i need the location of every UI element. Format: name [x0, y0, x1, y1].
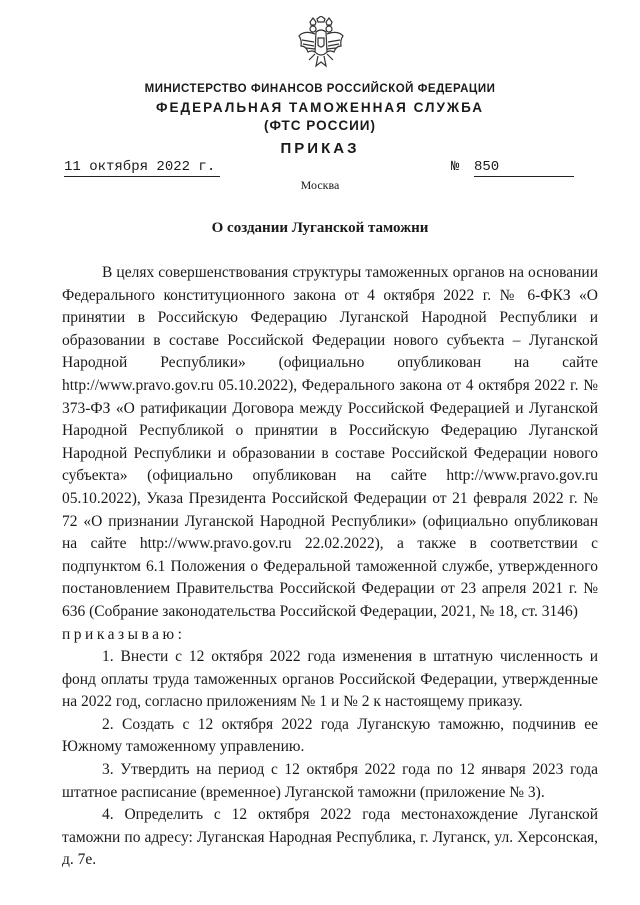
document-body — [62, 262, 598, 872]
preamble-paragraph: В целях совершенствования структуры таможенных органов на основании Федерального конституционного закона от 4 октября 2022 г. № 6-ФКЗ «О принятии в Российскую Федерацию Луганской Народной Республики и образовании в составе Российской Федерации нового субъекта – Луганской Народной Республики» (официально опубликован на сайте http://www.pravo.gov.ru 05.10.2022), Федерального закона от 4 октября 2022 г. № 373-ФЗ «О ратификации Договора между Российской Федерацией и Луганской Народной Республикой о принятии в Российскую Федерацию Луганской Народной Республики и образовании в составе Российской Федерации нового субъекта» (официально опубликован на сайте http://www.pravo.gov.ru 05.10.2022), Указа Президента Российской Федерации от 21 февраля 2022 г. № 72 «О признании Луганской Народной Республики» (официально опубликован на сайте http://www.pravo.gov.ru 22.02.2022), а также в соответствии с подпунктом 6.1 Положения о Федеральной таможенной службе, утвержденного постановлением Правительства Российской Федерации от 23 апреля 2021 г. № 636 (Собрание законодательства Российской Федерации, 2021, № 18, ст. 3146) — [62, 264, 598, 620]
order-city: Москва — [300, 178, 340, 192]
ministry-name: МИНИСТЕРСТВО ФИНАНСОВ РОССИЙСКОЙ ФЕДЕРАЦИИ — [144, 83, 496, 95]
service-abbreviation: (ФТС РОССИИ) — [264, 118, 376, 133]
order-date: 11 октября 2022 г. — [64, 159, 220, 177]
order-number-label: № — [451, 159, 460, 175]
document-title: О создании Луганской таможни — [211, 220, 429, 236]
order-word: приказываю: — [62, 625, 186, 643]
order-item: 4. Определить с 12 октября 2022 года местонахождение Луганской таможни по адресу: Луганская Народная Республика, г. Луганск, ул. Херсонская, д. 7е. — [62, 806, 598, 869]
order-item: 1. Внести с 12 октября 2022 года изменения в штатную численность и фонд оплаты труда таможенных органов Российской Федерации, утвержденные на 2022 год, согласно приложениям № 1 и № 2 к настоящему приказу. — [62, 648, 598, 711]
order-item: 3. Утвердить на период с 12 октября 2022 года по 12 января 2023 года штатное расписание (временное) Луганской таможни (приложение № 3). — [62, 761, 598, 801]
order-number: 850 — [474, 159, 574, 177]
document-type: ПРИКАЗ — [280, 140, 360, 157]
coat-of-arms-icon — [296, 16, 346, 72]
service-name: ФЕДЕРАЛЬНАЯ ТАМОЖЕННАЯ СЛУЖБА — [155, 100, 485, 115]
order-item: 2. Создать с 12 октября 2022 года Луганскую таможню, подчинив ее Южному таможенному управлению. — [62, 715, 598, 756]
